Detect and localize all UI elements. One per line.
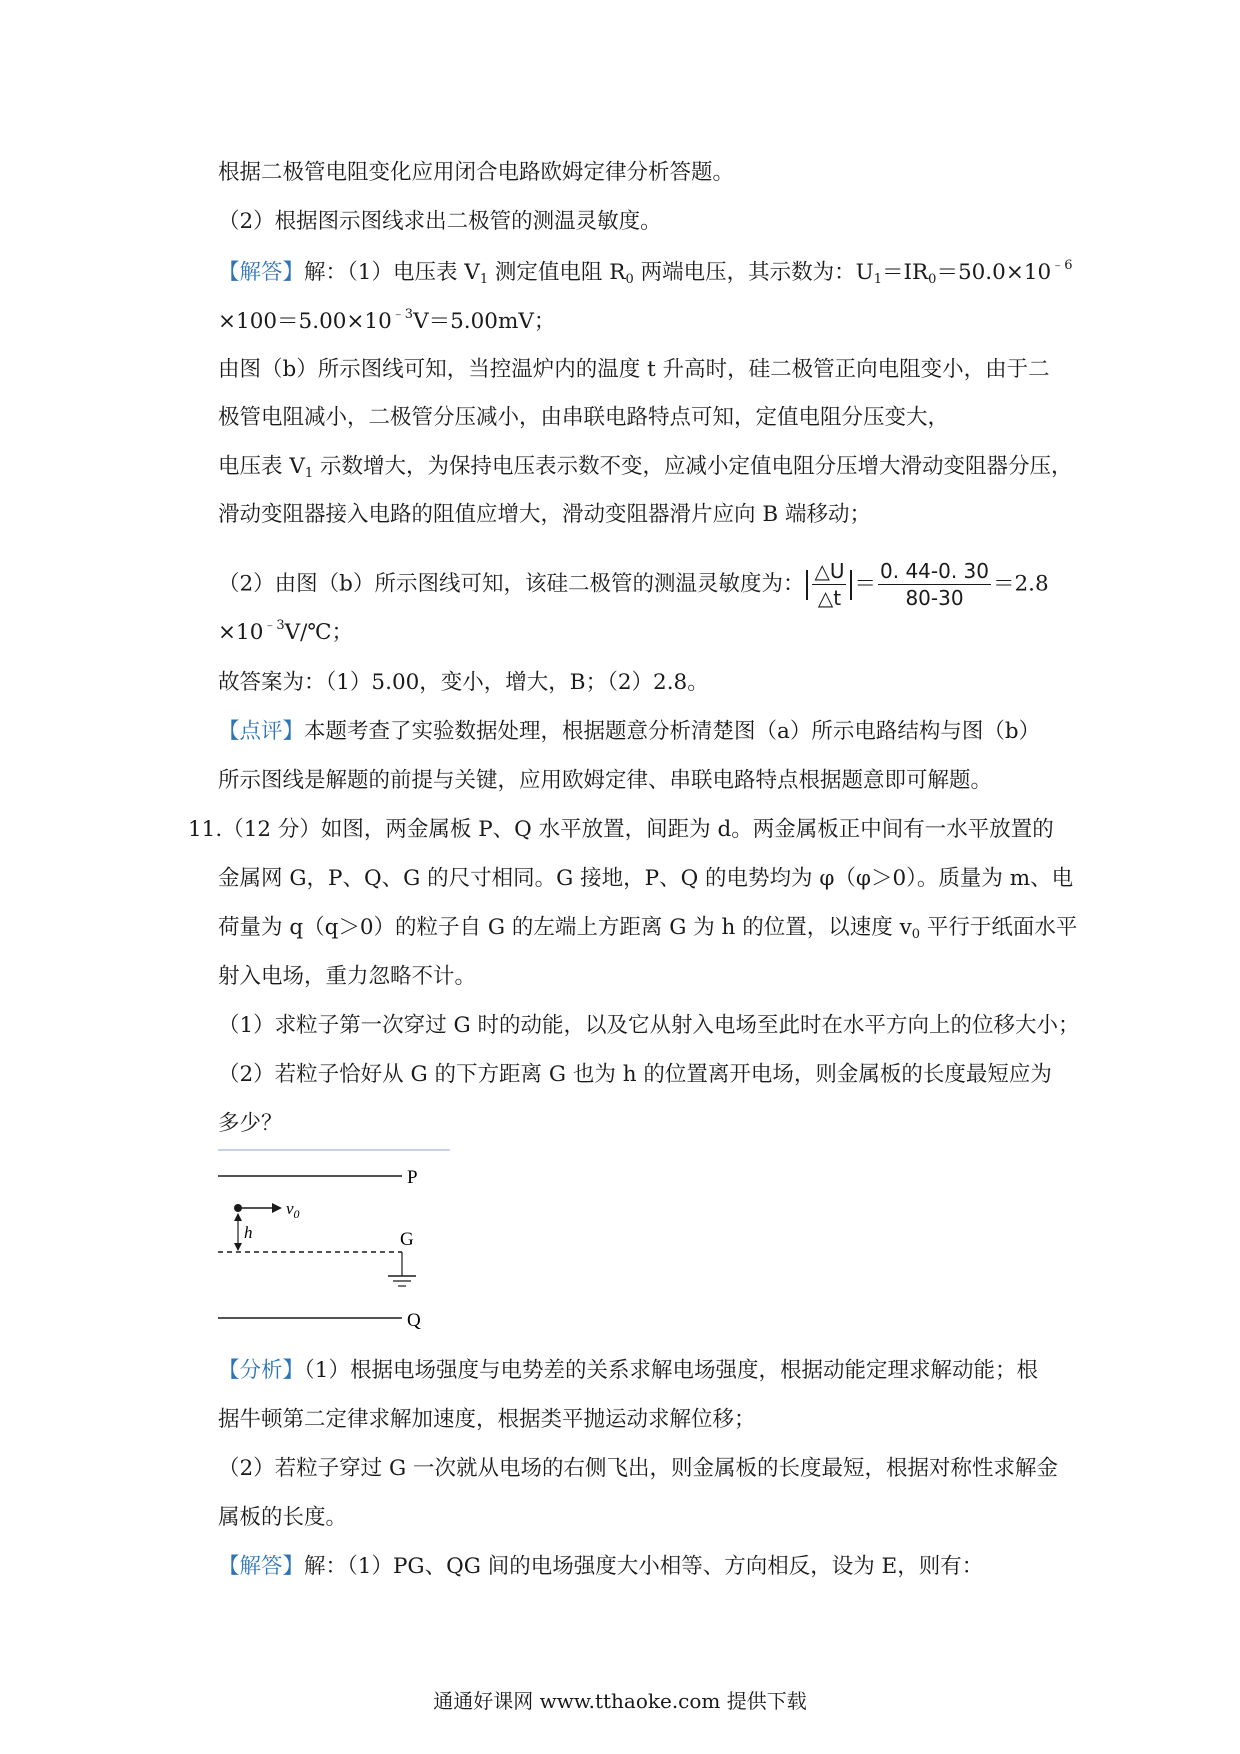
text-line: 由图（b）所示图线可知，当控温炉内的温度 t 升高时，硅二极管正向电阻变小，由于二 (218, 357, 1050, 382)
velocity-arrowhead (272, 1203, 282, 1213)
text-line: 射入电场，重力忽略不计。 (218, 964, 477, 989)
analysis-tag: 【分析】 (218, 1358, 305, 1383)
label-v0: $v_0$ (286, 1199, 300, 1221)
text-line: 【分析】（1）根据电场强度与电势差的关系求解电场强度，根据动能定理求解动能；根 (218, 1358, 1038, 1383)
text-line: 故答案为：（1）5.00，变小，增大，B；（2）2.8。 (218, 670, 709, 695)
comment-tag: 【点评】 (218, 719, 305, 744)
label-p: P (407, 1167, 418, 1188)
text-line: （2）若粒子恰好从 G 的下方距离 G 也为 h 的位置离开电场，则金属板的长度最短应为 (218, 1062, 1052, 1087)
text-line: 【点评】本题考查了实验数据处理，根据题意分析清楚图（a）所示电路结构与图（b） (218, 719, 1041, 744)
plates-diagram (210, 1140, 470, 1340)
text-line: 金属网 G，P、Q、G 的尺寸相同。G 接地，P、Q 的电势均为 φ（φ＞0）。质量为 m、电 (218, 866, 1074, 891)
h-arrow-up (234, 1213, 242, 1221)
fraction-values: $\frac{0. 44-0. 30}{80-30}$ (880, 559, 989, 610)
text-line: 属板的长度。 (218, 1505, 348, 1530)
page-footer: 通通好课网 www.tthaoke.com 提供下载 (433, 1689, 807, 1713)
text-line: 【解答】解：（1）电压表 $V_1$ 测定值电阻 $R_0$ 两端电压，其示数为：$U_1=IR_0=50.0\times 10^{﹣6}$ (218, 258, 1073, 287)
text-line: （2）若粒子穿过 G 一次就从电场的右侧飞出，则金属板的长度最短，根据对称性求解金 (218, 1456, 1059, 1481)
text-line: 多少？ (218, 1111, 283, 1136)
text-line: 据牛顿第二定律求解加速度，根据类平抛运动求解位移； (218, 1407, 756, 1432)
abs-bar (850, 570, 852, 600)
label-q: Q (407, 1310, 421, 1331)
text-line: 滑动变阻器接入电路的阻值应增大，滑动变阻器滑片应向 B 端移动； (218, 502, 871, 527)
answer-tag: 【解答】 (218, 260, 305, 285)
text-line: 根据二极管电阻变化应用闭合电路欧姆定律分析答题。 (218, 160, 735, 185)
h-arrow-down (234, 1243, 242, 1251)
text-line: （2）由图（b）所示图线可知，该硅二极管的测温灵敏度为： $\frac{\triangle U}{\triangle t}$ ＝ $\frac{0. 44-0. 30}{80-30}$ ＝2.8 (218, 559, 1049, 610)
text-line: 荷量为 q（q＞0）的粒子自 G 的左端上方距离 G 为 h 的位置，以速度 $v_0$ 平行于纸面水平 (218, 915, 1078, 942)
text-line: （1）求粒子第一次穿过 G 时的动能，以及它从射入电场至此时在水平方向上的位移大小； (218, 1013, 1080, 1038)
text-line: 所示图线是解题的前提与关键，应用欧姆定律、串联电路特点根据题意即可解题。 (218, 768, 993, 793)
answer-tag: 【解答】 (218, 1554, 305, 1579)
question-number-line: 11.（12 分）如图，两金属板 P、Q 水平放置，间距为 d。两金属板正中间有一水平放置的 (188, 817, 1054, 842)
text-line: 电压表 $V_1$ 示数增大，为保持电压表示数不变，应减小定值电阻分压增大滑动变阻器分压， (218, 454, 1073, 481)
label-g: G (400, 1229, 414, 1250)
label-h: h (244, 1223, 253, 1242)
text-line: 【解答】解：（1）PG、QG 间的电场强度大小相等、方向相反，设为 E，则有： (218, 1554, 984, 1579)
particle (234, 1204, 242, 1212)
text-line: （2）根据图示图线求出二极管的测温灵敏度。 (218, 209, 662, 234)
text-line: 极管电阻减小，二极管分压减小，由串联电路特点可知，定值电阻分压变大， (218, 405, 950, 430)
text-line: $\times 100=5.00\times 10^{﹣3}V=5.00mV$； (218, 307, 556, 334)
fraction-delta: $\frac{\triangle U}{\triangle t}$ (814, 559, 845, 610)
abs-bar (806, 570, 808, 600)
text-line: $\times 10^{﹣3}V/℃$； (218, 618, 353, 645)
